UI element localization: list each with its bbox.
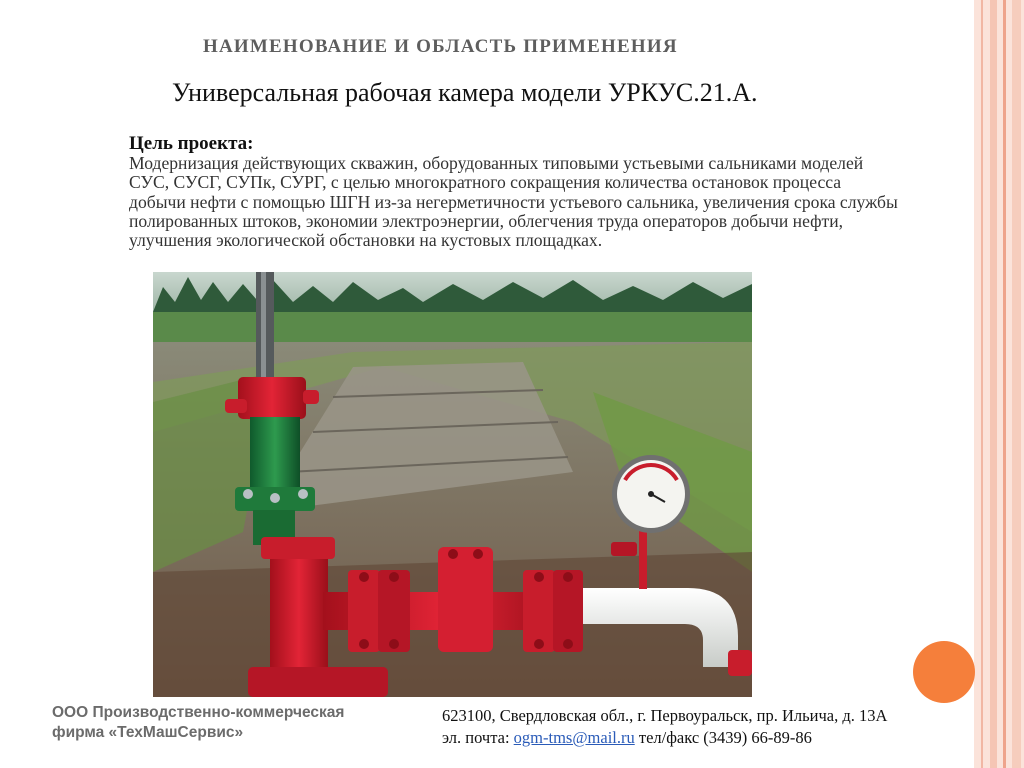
email-link[interactable]: ogm-tms@mail.ru <box>513 728 635 747</box>
goal-description: Модернизация действующих скважин, оборудованных типовыми устьевыми сальниками моделей СУС, СУСГ, СУПк, СУРГ, с целью многократного сокращения количества остановок процесса добычи нефти с помощью ШГН из-за негерметичности устьевого сальника, увеличения срока службы полированных штоков, экономии электроэнергии, облегчения труда операторов добычи нефти, улучшения экологической обстановки на кустовых площадках. <box>129 153 898 251</box>
company-name <box>52 703 344 743</box>
contact-info <box>442 705 887 749</box>
email-label: эл. почта: <box>442 728 514 747</box>
slide-title: НАИМЕНОВАНИЕ И ОБЛАСТЬ ПРИМЕНЕНИЯ <box>203 36 678 57</box>
contact-line <box>442 727 887 749</box>
company-name-line2: фирма «ТехМашСервис» <box>52 724 244 741</box>
slide-subtitle: Универсальная рабочая камера модели УРКУС.21.А. <box>172 78 758 107</box>
goal-heading: Цель проекта: <box>129 133 254 154</box>
phone-number: тел/факс (3439) 66-89-86 <box>634 728 812 747</box>
decorative-stripes <box>974 0 1024 768</box>
company-name-line1: ООО Производственно-коммерческая <box>52 704 345 721</box>
postal-address: 623100, Свердловская обл., г. Первоуральск, пр. Ильича, д. 13А <box>442 706 888 725</box>
wellhead-equipment-photo <box>153 272 752 697</box>
decorative-orange-circle <box>913 641 975 703</box>
